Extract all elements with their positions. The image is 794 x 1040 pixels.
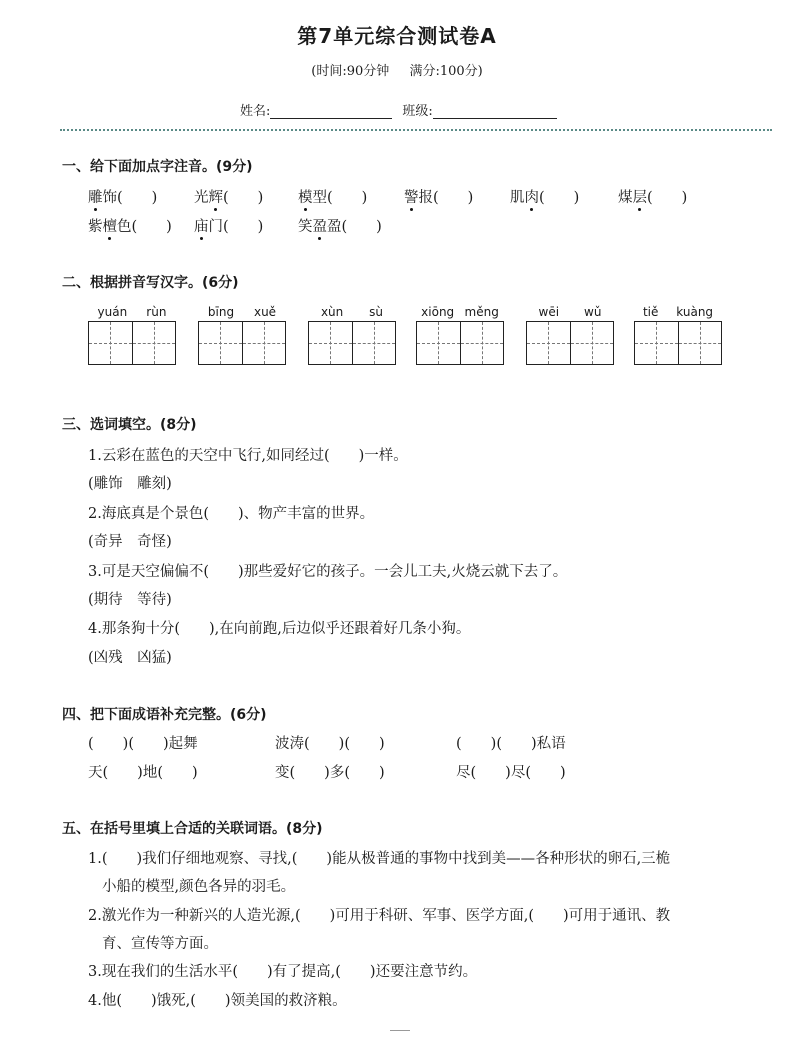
conj-line-4: 育、宣传等方面。 [102, 936, 218, 952]
pinyin-text: měng [464, 305, 499, 319]
pinyin-group [526, 305, 614, 365]
question-2: 2.海底真是个景色( )、物产丰富的世界。 [88, 506, 375, 522]
pinyin-text: xùn [320, 305, 344, 319]
header-divider [60, 129, 772, 131]
idiom-1: ( )( )起舞 [88, 736, 198, 752]
word-prefix: 煤 [618, 190, 633, 206]
writing-cell[interactable] [679, 322, 722, 364]
dotted-character: 警 [404, 190, 419, 206]
exam-info [0, 60, 794, 79]
pinyin-text: bīng [207, 305, 235, 319]
writing-grid [526, 321, 614, 365]
word-prefix: 紫 [88, 219, 103, 235]
dotted-character: 盈 [312, 219, 327, 235]
idiom-2: 波涛( )( ) [275, 736, 385, 752]
time-limit: (时间:90分钟 [311, 64, 390, 79]
phonetic-item [194, 186, 263, 207]
pinyin-group [416, 305, 504, 365]
answer-blank[interactable]: 色( ) [117, 219, 172, 235]
conj-line-2: 小船的模型,颜色各异的羽毛。 [102, 879, 296, 895]
section-1-title: 一、给下面加点字注音。(9分) [62, 159, 253, 175]
class-field[interactable] [433, 104, 557, 119]
student-info-line [240, 100, 563, 119]
conj-line-6: 4.他( )饿死,( )领美国的救济粮。 [88, 993, 347, 1009]
phonetic-item [88, 215, 172, 236]
answer-blank[interactable]: 饰( ) [102, 190, 158, 206]
word-prefix: 光 [194, 190, 209, 206]
writing-cell[interactable] [243, 322, 286, 364]
dotted-character: 庙 [194, 219, 209, 235]
writing-cell[interactable] [571, 322, 614, 364]
pinyin-labels [308, 305, 396, 321]
phonetic-item [510, 186, 579, 207]
name-label: 姓名: [240, 104, 271, 119]
writing-cell[interactable] [89, 322, 133, 364]
question-4: 4.那条狗十分( ),在向前跑,后边似乎还跟着好几条小狗。 [88, 621, 471, 637]
writing-cell[interactable] [309, 322, 353, 364]
phonetic-item [298, 215, 382, 236]
writing-cell[interactable] [199, 322, 243, 364]
pinyin-group [308, 305, 396, 365]
options-3: (期待 等待) [88, 592, 172, 608]
writing-cell[interactable] [133, 322, 176, 364]
answer-blank[interactable]: ( ) [647, 190, 688, 206]
answer-blank[interactable]: 报( ) [418, 190, 474, 206]
page-footer-mark [390, 1030, 410, 1031]
dotted-character: 模 [298, 190, 313, 206]
pinyin-group [88, 305, 176, 365]
pinyin-group [634, 305, 722, 365]
pinyin-labels [526, 305, 614, 321]
writing-grid [416, 321, 504, 365]
word-prefix: 笑 [298, 219, 313, 235]
pinyin-text: sù [369, 305, 384, 319]
writing-grid [308, 321, 396, 365]
phonetic-item [194, 215, 263, 236]
name-field[interactable] [270, 104, 392, 119]
options-4: (凶残 凶猛) [88, 650, 172, 666]
options-1: (雕饰 雕刻) [88, 476, 172, 492]
conj-line-5: 3.现在我们的生活水平( )有了提高,( )还要注意节约。 [88, 964, 478, 980]
writing-grid [88, 321, 176, 365]
phonetic-item [88, 186, 157, 207]
writing-cell[interactable] [635, 322, 679, 364]
writing-grid [634, 321, 722, 365]
dotted-character: 檀 [102, 219, 117, 235]
pinyin-text: rùn [146, 305, 167, 319]
writing-cell[interactable] [417, 322, 461, 364]
answer-blank[interactable]: 盈( ) [327, 219, 382, 235]
word-prefix: 肌 [510, 190, 525, 206]
answer-blank[interactable]: ( ) [223, 190, 264, 206]
section-3-title: 三、选词填空。(8分) [62, 417, 197, 433]
pinyin-labels [634, 305, 722, 321]
pinyin-text: yuán [97, 305, 128, 319]
idiom-3: ( )( )私语 [456, 736, 566, 752]
answer-blank[interactable]: ( ) [539, 190, 580, 206]
question-1: 1.云彩在蓝色的天空中飞行,如同经过( )一样。 [88, 448, 408, 464]
answer-blank[interactable]: 型( ) [312, 190, 368, 206]
section-4-title: 四、把下面成语补充完整。(6分) [62, 707, 267, 723]
pinyin-text: xiōng [421, 305, 455, 319]
dotted-character: 雕 [88, 190, 103, 206]
answer-blank[interactable]: 门( ) [208, 219, 264, 235]
phonetic-item [298, 186, 367, 207]
idiom-5: 变( )多( ) [275, 765, 385, 781]
pinyin-text: wēi [538, 305, 560, 319]
pinyin-group [198, 305, 286, 365]
phonetic-item [618, 186, 687, 207]
page-title: 第7单元综合测试卷A [297, 24, 497, 48]
pinyin-labels [88, 305, 176, 321]
idiom-4: 天( )地( ) [88, 765, 198, 781]
pinyin-text: kuàng [676, 305, 714, 319]
pinyin-labels [198, 305, 286, 321]
options-2: (奇异 奇怪) [88, 534, 172, 550]
pinyin-text: wǔ [584, 305, 602, 319]
pinyin-labels [416, 305, 504, 321]
idiom-6: 尽( )尽( ) [456, 765, 566, 781]
conj-line-3: 2.激光作为一种新兴的人造光源,( )可用于科研、军事、医学方面,( )可用于通讯、教 [88, 908, 671, 924]
dotted-character: 辉 [208, 190, 223, 206]
dotted-character: 肉 [524, 190, 539, 206]
question-3: 3.可是天空偏偏不( )那些爱好它的孩子。一会儿工夫,火烧云就下去了。 [88, 564, 568, 580]
writing-cell[interactable] [353, 322, 396, 364]
pinyin-text: tiě [642, 305, 659, 319]
conj-line-1: 1.( )我们仔细地观察、寻找,( )能从极普通的事物中找到美——各种形状的卵石,三桅 [88, 851, 671, 867]
pinyin-text: xuě [253, 305, 277, 319]
section-5-title: 五、在括号里填上合适的关联词语。(8分) [62, 821, 323, 837]
phonetic-item [404, 186, 473, 207]
full-score: 满分:100分) [409, 64, 483, 79]
class-label: 班级: [402, 104, 433, 119]
writing-cell[interactable] [461, 322, 504, 364]
dotted-character: 层 [632, 190, 647, 206]
section-2-title: 二、根据拼音写汉字。(6分) [62, 275, 239, 291]
writing-grid [198, 321, 286, 365]
writing-cell[interactable] [527, 322, 571, 364]
